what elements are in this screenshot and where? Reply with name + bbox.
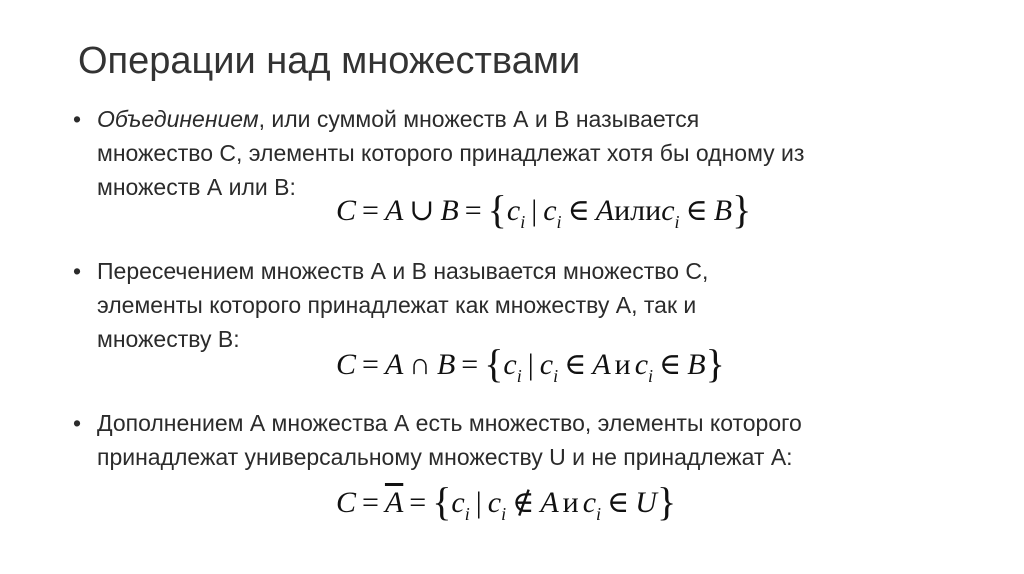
- formula-subscript: i: [520, 212, 526, 232]
- union-line-2: множество С, элементы которого принадлежат хотя бы одному из: [97, 140, 805, 166]
- complement-symbol: $\overline{A}$: [384, 486, 404, 519]
- formula-operator: ∈: [567, 194, 590, 227]
- formula-operator: ∈: [685, 194, 708, 227]
- complement-line-1: Дополнением А множества А есть множество, элементы которого: [97, 410, 802, 436]
- intersection-formula: [336, 340, 725, 387]
- union-line-1-rest: , или суммой множеств А и В называется: [258, 106, 700, 132]
- formula-symbol: B: [436, 348, 456, 381]
- formula-operator: ∈: [659, 348, 682, 381]
- formula-operator: =: [362, 486, 379, 519]
- formula-symbol: c: [487, 486, 502, 519]
- formula-operator: =: [409, 486, 427, 519]
- formula-symbol: c: [543, 194, 557, 227]
- formula-operator: ∉: [512, 486, 535, 519]
- formula-conjunction: или: [614, 194, 662, 227]
- formula-subscript: i: [553, 366, 559, 386]
- union-line-3: множеств А или В:: [97, 174, 296, 200]
- formula-subscript: i: [516, 366, 522, 386]
- left-brace: {: [432, 479, 452, 524]
- slide-title: Операции над множествами: [78, 40, 581, 82]
- formula-subscript: i: [596, 504, 602, 524]
- intersection-line-1: Пересечением множеств А и В называется множество С,: [97, 258, 709, 284]
- formula-symbol: c: [582, 486, 597, 519]
- formula-symbol: c: [539, 348, 554, 381]
- complement-definition: [73, 406, 973, 474]
- bullet: •: [73, 258, 82, 284]
- left-brace: {: [487, 187, 507, 232]
- formula-operator: =: [464, 194, 482, 227]
- intersection-line-3: множеству В:: [97, 326, 240, 352]
- right-brace: }: [732, 187, 752, 232]
- formula-symbol: c: [506, 194, 521, 227]
- complement-formula: [336, 478, 676, 525]
- formula-symbol: A: [384, 194, 404, 227]
- formula-separator: |: [527, 348, 534, 381]
- formula-symbol: C: [336, 348, 357, 381]
- formula-subscript: i: [501, 504, 507, 524]
- formula-operator: ∈: [607, 486, 630, 519]
- intersection-line-2: элементы которого принадлежат как множеству А, так и: [97, 292, 697, 318]
- formula-symbol: c: [661, 194, 675, 227]
- formula-symbol: B: [687, 348, 706, 381]
- intersection-operator: ∩: [409, 348, 431, 381]
- union-operator: ∪: [409, 194, 435, 227]
- formula-symbol: c: [634, 348, 649, 381]
- right-brace: }: [705, 341, 725, 386]
- formula-operator: =: [362, 194, 379, 227]
- formula-operator: =: [362, 348, 379, 381]
- formula-conjunction: и: [614, 348, 631, 381]
- bullet: •: [73, 106, 82, 132]
- bullet: •: [73, 410, 82, 436]
- left-brace: {: [484, 341, 504, 386]
- formula-symbol: A: [384, 348, 404, 381]
- union-line-1: [97, 102, 973, 136]
- formula-symbol: c: [503, 348, 517, 381]
- formula-subscript: i: [674, 212, 680, 232]
- formula-symbol: A: [540, 486, 559, 519]
- formula-subscript: i: [648, 366, 654, 386]
- formula-symbol: A: [592, 348, 611, 381]
- formula-symbol: B: [440, 194, 459, 227]
- complement-line-2: принадлежат универсальному множеству U и не принадлежат А:: [97, 444, 793, 470]
- formula-subscript: i: [556, 212, 562, 232]
- formula-symbol: U: [635, 486, 657, 519]
- formula-separator: |: [531, 194, 538, 227]
- formula-conjunction: и: [562, 486, 579, 519]
- formula-subscript: i: [464, 504, 470, 524]
- union-term: Объединением: [97, 106, 259, 132]
- union-formula: [336, 186, 751, 233]
- formula-symbol: B: [713, 194, 733, 227]
- formula-operator: ∈: [564, 348, 587, 381]
- formula-operator: =: [461, 348, 479, 381]
- formula-symbol: A: [595, 194, 615, 227]
- formula-separator: |: [475, 486, 482, 519]
- right-brace: }: [656, 479, 677, 524]
- formula-symbol: c: [451, 486, 465, 519]
- formula-symbol: C: [336, 194, 357, 227]
- formula-symbol: C: [336, 486, 357, 519]
